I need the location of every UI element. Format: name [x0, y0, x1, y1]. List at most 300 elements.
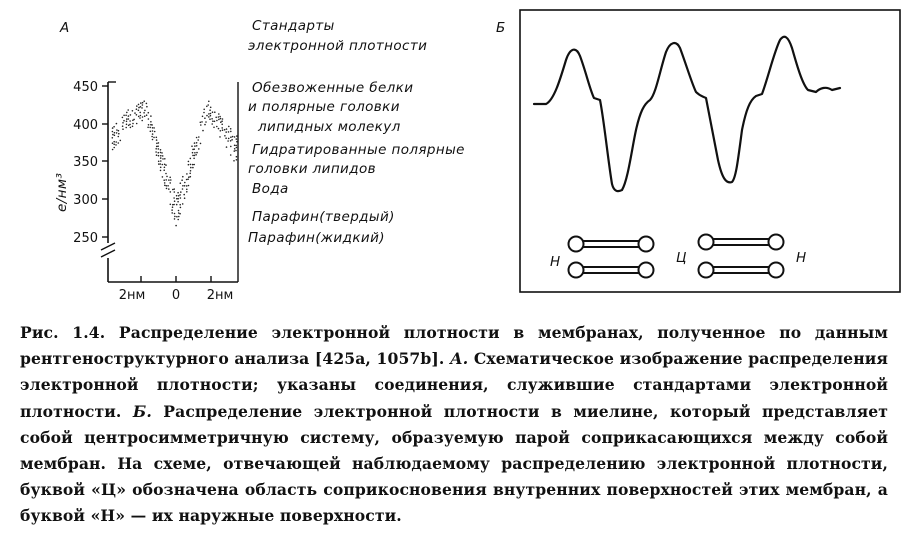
panel-b-figure — [480, 0, 909, 310]
panel-a — [0, 0, 500, 310]
density-dot — [138, 116, 140, 118]
density-dot — [186, 189, 188, 191]
density-dot — [177, 192, 179, 194]
standard-item: и полярные головки — [248, 99, 400, 115]
density-dot — [114, 135, 116, 137]
density-dot — [195, 154, 197, 156]
density-dot — [158, 163, 160, 165]
density-dot — [225, 137, 227, 139]
density-dot — [164, 164, 166, 166]
density-dot — [176, 195, 178, 197]
standard-item: Гидратированные полярные — [252, 142, 465, 158]
density-dot — [220, 130, 222, 132]
label-outer-left: Н — [550, 254, 561, 270]
density-dot — [234, 148, 236, 150]
density-dot — [161, 152, 163, 154]
density-dot — [192, 155, 194, 157]
density-dot — [193, 148, 195, 150]
density-dot — [188, 176, 190, 178]
density-dot — [200, 143, 202, 145]
density-dot — [113, 144, 115, 146]
density-dot — [134, 112, 136, 114]
y-axis-label: e/нм³ — [54, 172, 70, 212]
density-dot — [203, 112, 205, 114]
density-dot — [189, 173, 191, 175]
standard-item: Парафин(твердый) — [252, 209, 395, 225]
density-dot — [226, 146, 228, 148]
density-dot — [190, 176, 192, 178]
density-dot — [113, 147, 115, 149]
density-dot — [156, 139, 158, 141]
density-dot — [164, 158, 166, 160]
density-dot — [190, 167, 192, 169]
density-dot — [184, 185, 186, 187]
density-dot — [169, 182, 171, 184]
density-dot — [112, 131, 114, 133]
density-dot — [206, 115, 208, 117]
density-dot — [214, 111, 216, 113]
density-dot — [154, 131, 156, 133]
density-dot — [164, 185, 166, 187]
density-dot — [204, 117, 206, 119]
density-dot — [194, 145, 196, 147]
density-dot — [175, 225, 177, 227]
density-dot — [160, 170, 162, 172]
density-dot — [227, 140, 229, 142]
figure-number: Рис. 1.4. — [20, 323, 106, 342]
density-dot — [141, 107, 143, 109]
density-dot — [181, 179, 183, 181]
density-dot — [219, 136, 221, 138]
density-dot — [182, 188, 184, 190]
density-dot — [138, 110, 140, 112]
density-dot — [236, 135, 238, 137]
density-dot — [219, 116, 221, 118]
figure-caption — [20, 320, 888, 530]
density-dot — [116, 123, 118, 125]
density-dot — [221, 127, 223, 129]
density-dot — [112, 127, 114, 129]
density-dot — [218, 128, 220, 130]
density-dot — [136, 105, 138, 107]
density-dot — [218, 113, 220, 115]
density-dot — [126, 118, 128, 120]
density-dot — [202, 116, 204, 118]
density-dot — [126, 112, 128, 114]
density-dot — [142, 102, 144, 104]
density-dot — [141, 120, 143, 122]
density-dot — [209, 109, 211, 111]
density-dot — [158, 152, 160, 154]
density-dot — [162, 158, 164, 160]
density-dot — [180, 207, 182, 209]
lipid-head — [639, 263, 654, 278]
density-dot — [138, 107, 140, 109]
density-dot — [208, 116, 210, 118]
density-dot — [173, 188, 175, 190]
density-dot — [168, 188, 170, 190]
density-dot — [148, 112, 150, 114]
density-dot — [193, 164, 195, 166]
lipid-head — [569, 237, 584, 252]
density-dot — [178, 216, 180, 218]
density-dot — [176, 198, 178, 200]
density-dot — [179, 213, 181, 215]
caption-part-b-text: Распределение электронной плотности в миелине, который представляет собой центросимметричную систему, образуемую парой соприкасающихся между собой мембран. На схеме, отвечающей наблюдаемому распределению электронной плотности, буквой «Ц» обозначена область соприкосновения внутренних поверхностей этих мембран, а буквой «Н» — их наружные поверхности. — [20, 401, 888, 526]
density-dot — [186, 185, 188, 187]
label-center: Ц — [676, 250, 687, 266]
density-dot — [193, 158, 195, 160]
density-dot — [142, 104, 144, 106]
density-dot — [234, 145, 236, 147]
density-dot — [174, 191, 176, 193]
density-dot — [170, 179, 172, 181]
density-dot — [128, 118, 130, 120]
density-dot — [152, 133, 154, 135]
density-dot — [165, 164, 167, 166]
density-dot — [144, 115, 146, 117]
density-dot — [162, 155, 164, 157]
density-dot — [190, 158, 192, 160]
density-dot — [194, 155, 196, 157]
lipid-head — [769, 263, 784, 278]
density-dot — [210, 107, 212, 109]
density-dot — [206, 106, 208, 108]
panel-b-letter: Б — [496, 20, 506, 36]
density-dot — [122, 128, 124, 130]
density-dot — [122, 122, 124, 124]
density-dot — [186, 179, 188, 181]
density-dot — [230, 128, 232, 130]
density-dot — [126, 124, 128, 126]
panel-a-figure — [0, 0, 500, 310]
density-dot — [236, 156, 238, 158]
caption-part-a-text: Схематическое изображение распределения электронной плотности; указаны соединения, служившие стандартами электронной плотности. — [20, 349, 888, 421]
density-dot — [235, 145, 237, 147]
density-dot — [112, 134, 114, 136]
density-dot — [156, 154, 158, 156]
density-dot — [230, 154, 232, 156]
density-dot — [207, 104, 209, 106]
density-dot — [201, 121, 203, 123]
density-dot — [162, 164, 164, 166]
density-dot — [209, 118, 211, 120]
lipid-head — [699, 263, 714, 278]
density-dot — [236, 147, 238, 149]
density-dot — [146, 106, 148, 108]
density-dot — [170, 191, 172, 193]
density-dot — [221, 124, 223, 126]
density-dot — [188, 161, 190, 163]
density-dot — [182, 176, 184, 178]
density-dot — [177, 219, 179, 221]
density-dot — [186, 173, 188, 175]
density-dot — [139, 112, 141, 114]
x-tick-label: 2нм — [118, 288, 146, 303]
density-dot — [196, 137, 198, 139]
density-dot — [143, 112, 145, 114]
standard-item: Парафин(жидкий) — [248, 230, 385, 246]
density-dot — [112, 149, 114, 151]
density-dot — [180, 191, 182, 193]
density-dot — [152, 127, 154, 129]
density-dot — [222, 118, 224, 120]
density-dot — [196, 152, 198, 154]
density-dot — [221, 120, 223, 122]
density-dot — [180, 182, 182, 184]
density-dot — [153, 137, 155, 139]
density-dot — [128, 115, 130, 117]
density-dot — [128, 125, 130, 127]
density-dot — [208, 101, 210, 103]
density-dot — [166, 176, 168, 178]
density-dot — [142, 116, 144, 118]
density-dot — [118, 136, 120, 138]
density-dot — [169, 177, 171, 179]
lipid-head — [699, 235, 714, 250]
density-dot — [197, 139, 199, 141]
density-dot — [174, 213, 176, 215]
density-dot — [122, 117, 124, 119]
density-dot — [132, 110, 134, 112]
axis-break-mark-2 — [101, 250, 115, 257]
density-dot — [136, 114, 138, 116]
y-tick-label: 450 — [73, 80, 98, 95]
lipid-head — [769, 235, 784, 250]
y-tick-label: 350 — [73, 155, 98, 170]
density-dot — [208, 113, 210, 115]
density-dot — [216, 120, 218, 122]
density-dot — [198, 136, 200, 138]
density-dot — [143, 100, 145, 102]
density-dot — [179, 204, 181, 206]
density-dot — [162, 176, 164, 178]
density-dot — [188, 164, 190, 166]
density-dot — [168, 179, 170, 181]
label-outer-right: Н — [796, 250, 807, 266]
x-tick-label: 0 — [171, 288, 181, 303]
density-dot — [216, 126, 218, 128]
density-dot — [232, 136, 234, 138]
standards-label: Стандарты — [252, 18, 335, 34]
density-dot — [171, 209, 173, 211]
density-dot — [228, 126, 230, 128]
density-dot — [150, 121, 152, 123]
density-dot — [167, 185, 169, 187]
density-dot — [160, 167, 162, 169]
density-dot — [196, 142, 198, 144]
density-dot — [210, 115, 212, 117]
density-dot — [205, 121, 207, 123]
density-dot — [136, 123, 138, 125]
density-dot — [130, 114, 132, 116]
density-dot — [230, 146, 232, 148]
density-dot — [158, 148, 160, 150]
density-dot — [225, 131, 227, 133]
density-dot — [192, 167, 194, 169]
density-dot — [122, 125, 124, 127]
density-dot — [115, 141, 117, 143]
density-dot — [158, 155, 160, 157]
density-dot — [172, 206, 174, 208]
density-dot — [212, 120, 214, 122]
density-dot — [157, 145, 159, 147]
density-dot — [152, 139, 154, 141]
density-dot — [156, 137, 158, 139]
x-tick-label: 2нм — [206, 288, 234, 303]
density-dot — [113, 126, 115, 128]
panel-b — [480, 0, 909, 310]
density-dot — [194, 142, 196, 144]
density-dot — [138, 104, 140, 106]
density-dot — [146, 114, 148, 116]
density-dot — [140, 106, 142, 108]
density-dot — [183, 194, 185, 196]
density-dot — [123, 115, 125, 117]
density-dot — [188, 185, 190, 187]
density-dot — [182, 185, 184, 187]
y-tick-label: 300 — [73, 193, 98, 208]
density-dot — [160, 155, 162, 157]
density-dot — [118, 130, 120, 132]
density-dot — [116, 132, 118, 134]
density-dot — [178, 212, 180, 214]
standard-item: Вода — [252, 181, 289, 197]
density-dot — [226, 128, 228, 130]
density-dot — [224, 135, 226, 137]
density-dot — [222, 129, 224, 131]
y-tick-label: 400 — [73, 118, 98, 133]
density-dot — [192, 152, 194, 154]
density-dot — [116, 129, 118, 131]
density-dot — [118, 133, 120, 135]
density-dotted-band — [112, 100, 238, 226]
density-dot — [156, 143, 158, 145]
density-dot — [174, 200, 176, 202]
density-dot — [149, 127, 151, 129]
density-dot — [139, 117, 141, 119]
density-dot — [163, 169, 165, 171]
density-dot — [160, 157, 162, 159]
density-dot — [151, 124, 153, 126]
density-dot — [196, 145, 198, 147]
standards-label: электронной плотности — [248, 38, 428, 54]
density-dot — [178, 210, 180, 212]
density-dot — [190, 164, 192, 166]
density-dot — [172, 189, 174, 191]
density-dot — [160, 163, 162, 165]
density-dot — [140, 115, 142, 117]
density-dot — [220, 118, 222, 120]
density-dot — [156, 146, 158, 148]
density-dot — [224, 129, 226, 131]
caption-part-a-label: А. — [449, 349, 469, 369]
density-dot — [164, 182, 166, 184]
density-dot — [160, 149, 162, 151]
density-dot — [176, 216, 178, 218]
density-dot — [233, 160, 235, 162]
density-dot — [184, 182, 186, 184]
density-dot — [112, 142, 114, 144]
density-dot — [218, 116, 220, 118]
density-dot — [204, 124, 206, 126]
density-dot — [174, 216, 176, 218]
density-dot — [173, 197, 175, 199]
density-dot — [146, 103, 148, 105]
y-tick-label: 250 — [73, 231, 98, 246]
density-dot — [186, 191, 188, 193]
density-dot — [133, 119, 135, 121]
density-dot — [125, 115, 127, 117]
density-dot — [158, 161, 160, 163]
density-dot — [148, 118, 150, 120]
caption-main-text: Распределение электронной плотности в мембранах, полученное по данным рентгеноструктурного анализа [425а, 1057b]. — [20, 323, 888, 369]
density-dot — [171, 212, 173, 214]
density-dot — [118, 142, 120, 144]
density-dot — [153, 127, 155, 129]
density-dot — [236, 141, 238, 143]
density-dot — [132, 123, 134, 125]
density-dot — [182, 203, 184, 205]
density-dot — [235, 150, 237, 152]
density-dot — [114, 132, 116, 134]
axis-break-mark — [101, 243, 115, 250]
density-dot — [166, 188, 168, 190]
density-dot — [230, 131, 232, 133]
density-dot — [228, 131, 230, 133]
density-dot — [236, 138, 238, 140]
density-dot — [234, 150, 236, 152]
density-dot — [187, 178, 189, 180]
density-dot — [160, 152, 162, 154]
density-dot — [202, 130, 204, 132]
density-dot — [177, 198, 179, 200]
density-dot — [178, 195, 180, 197]
density-dot — [155, 148, 157, 150]
density-dot — [210, 113, 212, 115]
density-dot — [158, 142, 160, 144]
density-dot — [129, 124, 131, 126]
density-dot — [192, 164, 194, 166]
density-dot — [179, 194, 181, 196]
density-dot — [228, 138, 230, 140]
density-dot — [132, 126, 134, 128]
density-dot — [198, 148, 200, 150]
density-dot — [176, 204, 178, 206]
density-dot — [194, 152, 196, 154]
density-dot — [150, 131, 152, 133]
density-dot — [165, 173, 167, 175]
density-dot — [231, 139, 233, 141]
density-dot — [166, 185, 168, 187]
density-dot — [165, 179, 167, 181]
density-dot — [148, 124, 150, 126]
density-dot — [144, 110, 146, 112]
density-dot — [230, 140, 232, 142]
density-dot — [215, 117, 217, 119]
density-dot — [180, 197, 182, 199]
density-dot — [200, 122, 202, 124]
density-dot — [130, 127, 132, 129]
density-dot — [127, 109, 129, 111]
density-dot — [230, 136, 232, 138]
standard-item: головки липидов — [248, 161, 376, 177]
density-dot — [191, 145, 193, 147]
density-dot — [123, 120, 125, 122]
density-dot — [211, 123, 213, 125]
density-dot — [212, 111, 214, 113]
standard-item: Обезвоженные белки — [252, 80, 414, 96]
